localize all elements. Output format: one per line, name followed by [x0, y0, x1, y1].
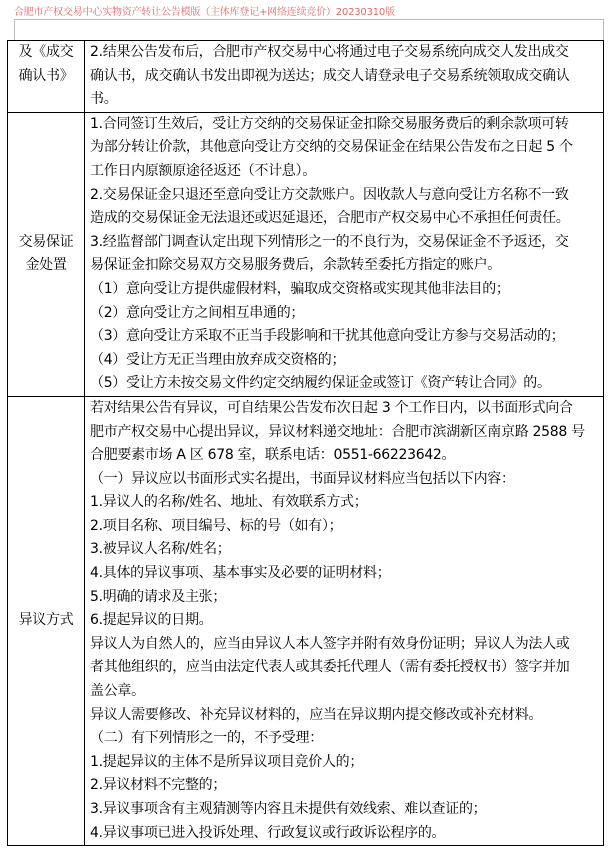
content-line: 3.经监督部门调查认定出现下列情形之一的不良行为，交易保证金不予返还，交	[90, 233, 569, 250]
content-line: 1.合同签订生效后，受让方交纳的交易保证金扣除交易服务费后的剩余款项可转	[90, 115, 569, 132]
row-label	[8, 396, 85, 845]
row-content	[85, 41, 604, 113]
content-line: 肥市产权交易中心提出异议，异议材料递交地址：合肥市滨湖新区南京路 2588 号	[90, 423, 585, 440]
row-label	[8, 112, 85, 396]
content-line: 易保证金扣除交易双方交易服务费后，余款转至委托方指定的账户。	[90, 257, 501, 274]
header-box	[14, 19, 604, 41]
content-line: 异议人为自然人的，应当由异议人本人签字并附有效身份证明；异议人为法人或	[90, 635, 570, 652]
content-line: （二）有下列情形之一的，不予受理：	[90, 730, 323, 747]
row-label-line: 异议方式	[18, 612, 74, 629]
content-line: 4.具体的异议事项、基本事实及必要的证明材料；	[90, 565, 391, 582]
content-line: 6.提起异议的日期。	[90, 612, 213, 629]
row-content	[85, 396, 604, 845]
content-line: 2.项目名称、项目编号、标的号（如有）；	[90, 517, 343, 534]
content-line: 确认书，成交确认书发出即视为送达；成交人请登录电子交易系统领取成交确认	[90, 67, 570, 84]
content-line: 造成的交易保证金无法退还或迟延退还，合肥市产权交易中心不承担任何责任。	[90, 210, 570, 227]
content-line: 异议人需要修改、补充异议材料的，应当在异议期内提交修改或补充材料。	[90, 706, 543, 723]
content-line: 1.异议人的名称/姓名、地址、有效联系方式；	[90, 494, 368, 511]
content-line: 3.被异议人名称/姓名；	[90, 541, 231, 558]
document-header: 合肥市产权交易中心实物资产转让公告模版（主体库登记+网络连续竞价）20230310版	[14, 7, 395, 18]
deposit-handling-row	[8, 112, 604, 396]
content-line: （2）意向受让方之间相互串通的；	[90, 304, 305, 321]
row-label	[8, 41, 85, 113]
row-content	[85, 112, 604, 396]
row-label-line: 金处置	[25, 257, 67, 274]
content-line: 者其他组织的，应当由法定代表人或其委托代理人（需有委托授权书）签字并加	[90, 659, 570, 676]
content-line: 2.结果公告发布后，合肥市产权交易中心将通过电子交易系统向成交人发出成交	[90, 44, 569, 60]
content-line: （3）意向受让方采取不正当手段影响和干扰其他意向受让方参与交易活动的；	[90, 328, 565, 345]
content-line: 书。	[90, 91, 118, 108]
content-line: （1）意向受让方提供虚假材料，骗取成交资格或实现其他非法目的；	[90, 280, 510, 297]
content-line: 若对结果公告有异议，可自结果公告发布次日起 3 个工作日内，以书面形式向合	[90, 399, 573, 416]
content-line: 1.提起异议的主体不是所异议项目竞价人的；	[90, 753, 364, 770]
content-line: 2.交易保证金只退还至意向受让方交款账户。因收款人与意向受让方名称不一致	[90, 186, 569, 203]
content-line: （4）受让方无正当理由放弃成交资格的；	[90, 351, 346, 368]
content-line: 盖公章。	[90, 683, 145, 700]
content-line: 为部分转让价款，其他意向受让方交纳的交易保证金在结果公告发布之日起 5 个	[90, 139, 573, 156]
content-line: 5.明确的请求及主张；	[90, 588, 227, 605]
row-label-line: 及《成交	[18, 44, 74, 60]
content-line: 合肥要素市场 A 区 678 室，联系电话：0551-66223642。	[90, 447, 456, 464]
row-label-line: 确认书》	[18, 67, 74, 84]
objection-method-row	[8, 396, 604, 845]
announcement-table	[7, 40, 604, 846]
content-line: （一）异议应以书面形式实名提出，书面异议材料应当包括以下内容：	[90, 470, 515, 487]
content-line: 工作日内原额原途径返还（不计息）。	[90, 162, 316, 179]
content-line: （5）受让方未按交易文件约定交纳履约保证金或签订《资产转让合同》的。	[90, 375, 551, 392]
row-label-line: 交易保证	[18, 233, 74, 250]
content-line: 3.异议事项含有主观猜测等内容且未提供有效线索、难以查证的；	[90, 801, 487, 817]
content-line: 4.异议事项已进入投诉处理、行政复议或行政诉讼程序的。	[90, 824, 446, 841]
confirmation-letter-row	[8, 41, 604, 113]
content-line: 2.异议材料不完整的；	[90, 777, 227, 794]
